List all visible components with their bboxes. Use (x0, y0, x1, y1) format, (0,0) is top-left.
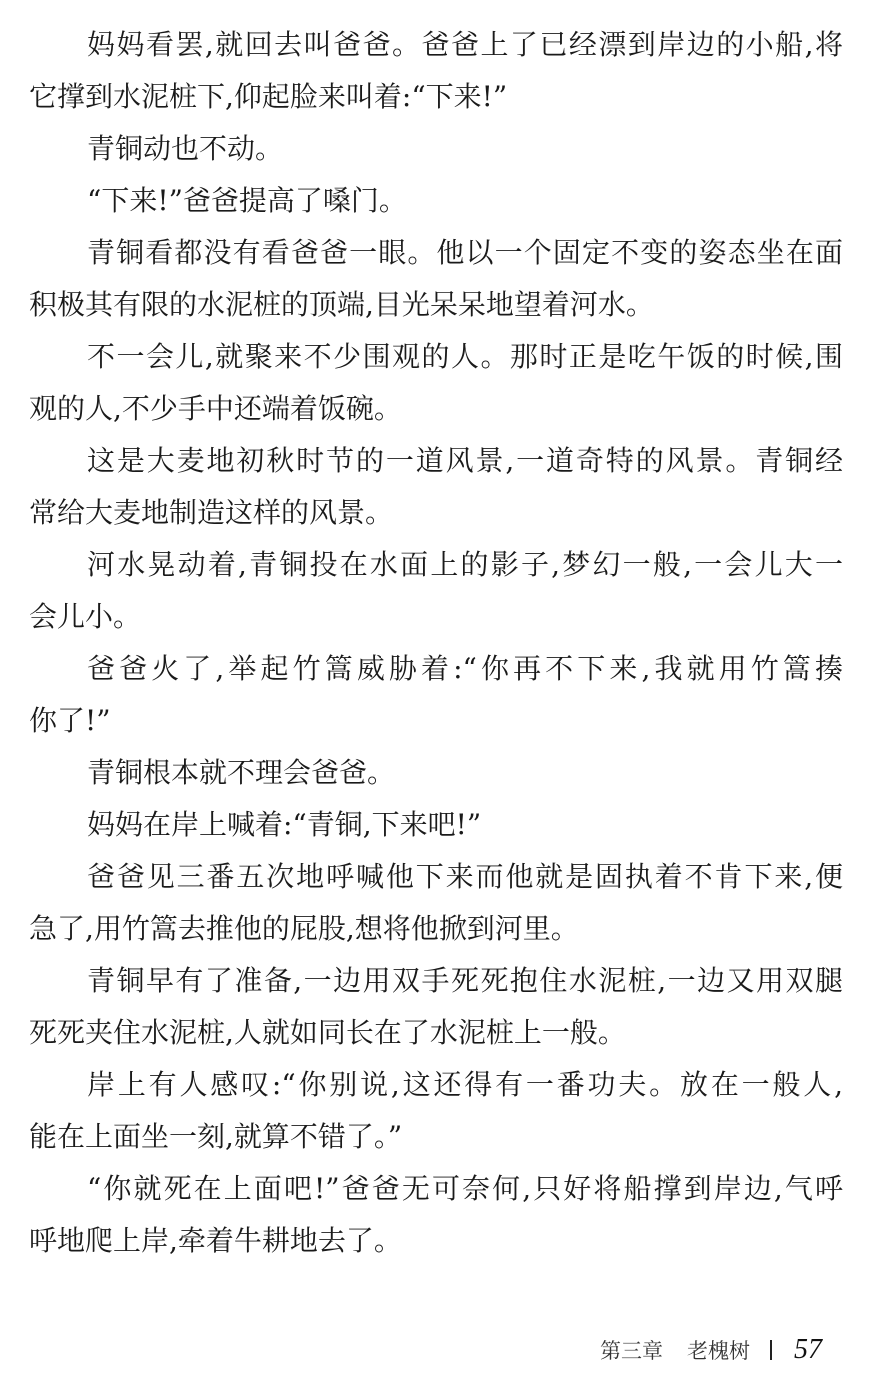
paragraph (29, 643, 843, 747)
text-line: 观的人,不少手中还端着饭碗。 (29, 392, 402, 425)
paragraph (29, 175, 843, 227)
footer-divider (770, 1340, 772, 1360)
paragraph (29, 435, 843, 539)
text-line: 不一会儿,就聚来不少围观的人。那时正是吃午饭的时候,围 (87, 340, 843, 373)
text-line: 爸爸见三番五次地呼喊他下来而他就是固执着不肯下来,便 (87, 860, 843, 893)
text-line: 它撑到水泥桩下,仰起脸来叫着:“下来!” (29, 80, 508, 113)
text-line: 常给大麦地制造这样的风景。 (29, 496, 394, 529)
text-line: 青铜根本就不理会爸爸。 (87, 756, 396, 789)
chapter-label: 第三章 (600, 1339, 663, 1363)
text-line: “你就死在上面吧!”爸爸无可奈何,只好将船撑到岸边,气呼 (87, 1172, 843, 1205)
text-line: 妈妈看罢,就回去叫爸爸。爸爸上了已经漂到岸边的小船,将 (87, 28, 843, 61)
text-line: 岸上有人感叹:“你别说,这还得有一番功夫。放在一般人, (87, 1068, 843, 1101)
text-line: 青铜动也不动。 (87, 132, 284, 165)
text-line: 死死夹住水泥桩,人就如同长在了水泥桩上一般。 (29, 1016, 626, 1049)
page-footer (600, 1334, 822, 1366)
paragraph (29, 1163, 843, 1267)
text-line: 积极其有限的水泥桩的顶端,目光呆呆地望着河水。 (29, 288, 654, 321)
paragraph (29, 227, 843, 331)
chapter-title: 老槐树 (687, 1339, 750, 1363)
paragraph (29, 851, 843, 955)
text-line: 这是大麦地初秋时节的一道风景,一道奇特的风景。青铜经 (87, 444, 843, 477)
paragraph (29, 747, 843, 799)
text-line: 能在上面坐一刻,就算不错了。” (29, 1120, 403, 1153)
text-line: 会儿小。 (29, 600, 142, 633)
paragraph (29, 539, 843, 643)
text-line: 急了,用竹篙去推他的屁股,想将他掀到河里。 (29, 912, 579, 945)
page-number: 57 (794, 1334, 822, 1365)
text-line: “下来!”爸爸提高了嗓门。 (87, 184, 407, 217)
text-line: 爸爸火了,举起竹篙威胁着:“你再不下来,我就用竹篙揍 (87, 652, 843, 685)
text-line: 青铜看都没有看爸爸一眼。他以一个固定不变的姿态坐在面 (87, 236, 843, 269)
text-line: 你了!” (29, 704, 111, 737)
text-line: 河水晃动着,青铜投在水面上的影子,梦幻一般,一会儿大一 (87, 548, 843, 581)
paragraph (29, 799, 843, 851)
body-text (29, 19, 843, 1267)
paragraph (29, 955, 843, 1059)
text-line: 呼地爬上岸,牵着牛耕地去了。 (29, 1224, 402, 1257)
paragraph (29, 19, 843, 123)
text-line: 青铜早有了准备,一边用双手死死抱住水泥桩,一边又用双腿 (87, 964, 843, 997)
paragraph (29, 123, 843, 175)
paragraph (29, 1059, 843, 1163)
paragraph (29, 331, 843, 435)
text-line: 妈妈在岸上喊着:“青铜,下来吧!” (87, 808, 482, 841)
